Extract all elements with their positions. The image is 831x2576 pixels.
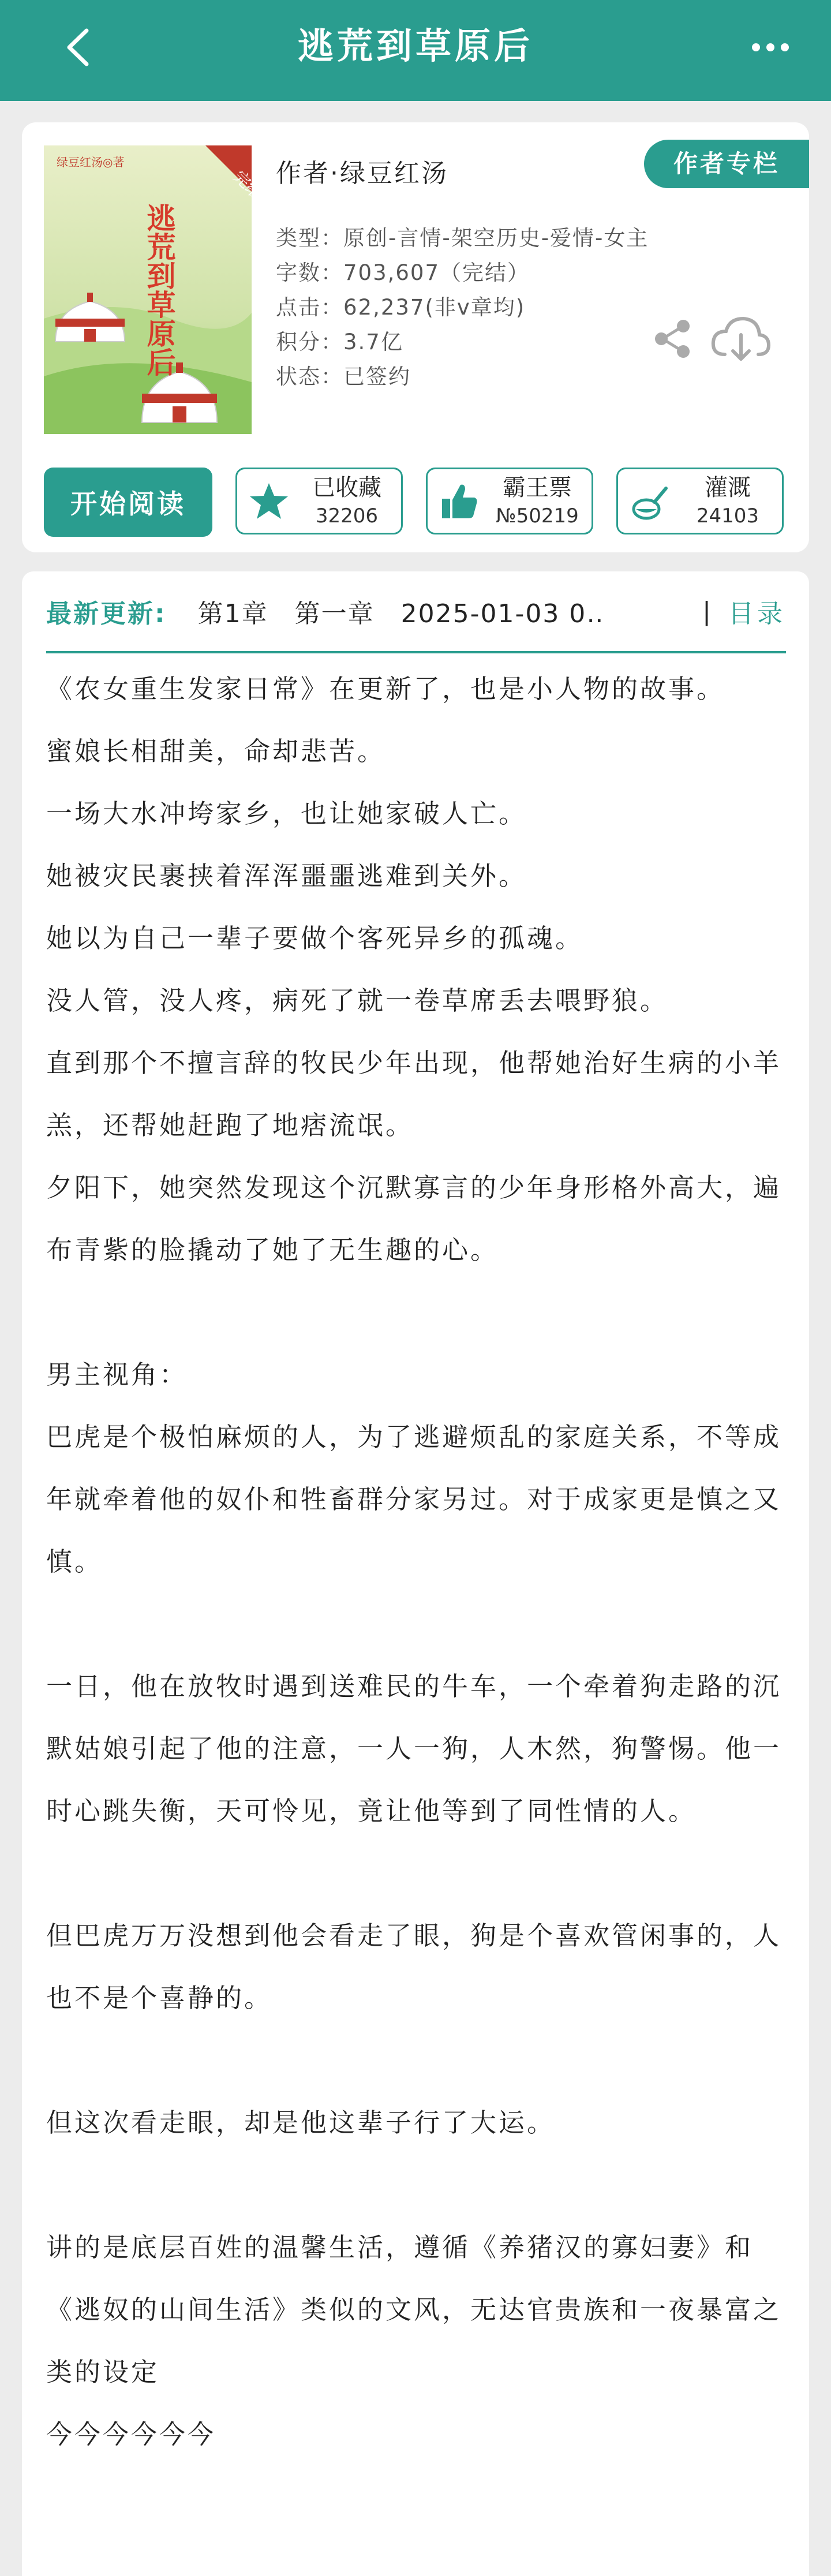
- book-score: 积分：3.7亿: [276, 330, 403, 354]
- intro-paragraph: 直到那个不擅言辞的牧民少年出现，他帮她治好生病的小羊羔，还帮她赶跑了地痞流氓。: [46, 1048, 782, 1141]
- book-cover-image: [44, 145, 267, 434]
- intro-paragraph: 她以为自己一辈子要做个客死异乡的孤魂。: [46, 923, 584, 954]
- latest-update-label: 最新更新:: [46, 599, 167, 629]
- book-info-card: [22, 122, 809, 552]
- intro-paragraph: [46, 2154, 791, 2216]
- latest-chapter-link[interactable]: 第1章 第一章 2025-01-03 0‥: [197, 599, 605, 629]
- intro-paragraph: 巴虎是个极怕麻烦的人，为了逃避烦乱的家庭关系，不等成年就牵着他的奴仆和牲畜群分家另过。对于成家更是慎之又慎。: [46, 1422, 782, 1577]
- book-intro: [46, 658, 791, 2466]
- intro-paragraph: [46, 1593, 791, 1655]
- collect-count: 32206: [315, 504, 379, 528]
- book-cover[interactable]: [44, 145, 267, 434]
- intro-paragraph: 但巴虎万万没想到他会看走了眼，狗是个喜欢管闲事的，人也不是个喜静的。: [46, 1920, 782, 2013]
- intro-paragraph: 但这次看走眼，却是他这辈子行了大运。: [46, 2107, 556, 2138]
- intro-paragraph: [46, 2029, 791, 2092]
- share-button[interactable]: [652, 319, 692, 359]
- water-count: 24103: [696, 504, 759, 528]
- intro-paragraph: 蜜娘长相甜美，命却悲苦。: [46, 736, 386, 767]
- star-icon: [249, 481, 289, 521]
- thumbs-up-icon: [439, 480, 480, 522]
- more-dots-icon: [750, 42, 791, 53]
- toc-link[interactable]: 目录: [728, 599, 786, 629]
- book-status: 状态：已签约: [276, 364, 411, 389]
- water-button[interactable]: [616, 468, 784, 534]
- page-title: 逃荒到草原后: [297, 25, 533, 67]
- content-card: [22, 571, 809, 2576]
- author-column-button[interactable]: 作者专栏: [644, 140, 809, 188]
- share-icon: [652, 319, 692, 359]
- intro-paragraph: 没人管，没人疼，病死了就一卷草席丢去喂野狼。: [46, 985, 669, 1016]
- collect-label: 已收藏: [312, 474, 381, 501]
- water-label: 灌溉: [705, 474, 751, 501]
- intro-paragraph: 她被灾民裹挟着浑浑噩噩逃难到关外。: [46, 861, 527, 891]
- cloud-download-icon: [709, 313, 772, 365]
- vote-label: 霸王票: [503, 474, 572, 501]
- cover-author: 绿豆红汤◎著: [57, 155, 125, 169]
- intro-paragraph: 《农女重生发家日常》在更新了，也是小人物的故事。: [46, 674, 725, 704]
- divider: |: [702, 596, 711, 626]
- cover-badge: 完结: [230, 167, 267, 204]
- latest-update-bar: [46, 571, 786, 653]
- vote-button[interactable]: [426, 468, 593, 534]
- vote-count: №50219: [496, 504, 579, 528]
- book-words: 字数：703,607（完结）: [276, 260, 530, 285]
- intro-paragraph: [46, 1842, 791, 1905]
- watering-bottle-icon: [629, 480, 671, 522]
- intro-paragraph: 一日，他在放牧时遇到送难民的牛车，一个牵着狗走路的沉默姑娘引起了他的注意，一人一狗，人木然，狗警惕。他一时心跳失衡，天可怜见，竟让他等到了同性情的人。: [46, 1671, 782, 1826]
- intro-paragraph: 今今今今今今: [46, 2419, 216, 2450]
- top-bar: [0, 0, 831, 101]
- intro-paragraph: [46, 1281, 791, 1344]
- intro-paragraph: 男主视角：: [46, 1359, 188, 1390]
- author-name[interactable]: 作者·绿豆红汤: [276, 159, 448, 188]
- more-button[interactable]: [744, 24, 796, 70]
- collect-button[interactable]: [235, 468, 403, 534]
- intro-paragraph: 一场大水冲垮家乡，也让她家破人亡。: [46, 798, 527, 829]
- intro-paragraph: 讲的是底层百姓的温馨生活，遵循《养猪汉的寡妇妻》和《逃奴的山间生活》类似的文风，无达官贵族和一夜暴富之类的设定: [46, 2232, 782, 2387]
- cover-title: 逃荒到草原后: [142, 203, 177, 376]
- start-reading-button[interactable]: 开始阅读: [44, 468, 212, 537]
- download-button[interactable]: [709, 313, 772, 365]
- book-type: 类型：原创-言情-架空历史-爱情-女主: [276, 226, 649, 251]
- intro-paragraph: 夕阳下，她突然发现这个沉默寡言的少年身形格外高大，遍布青紫的脸撬动了她了无生趣的心。: [46, 1172, 782, 1265]
- book-clicks: 点击：62,237(非v章均): [276, 295, 526, 320]
